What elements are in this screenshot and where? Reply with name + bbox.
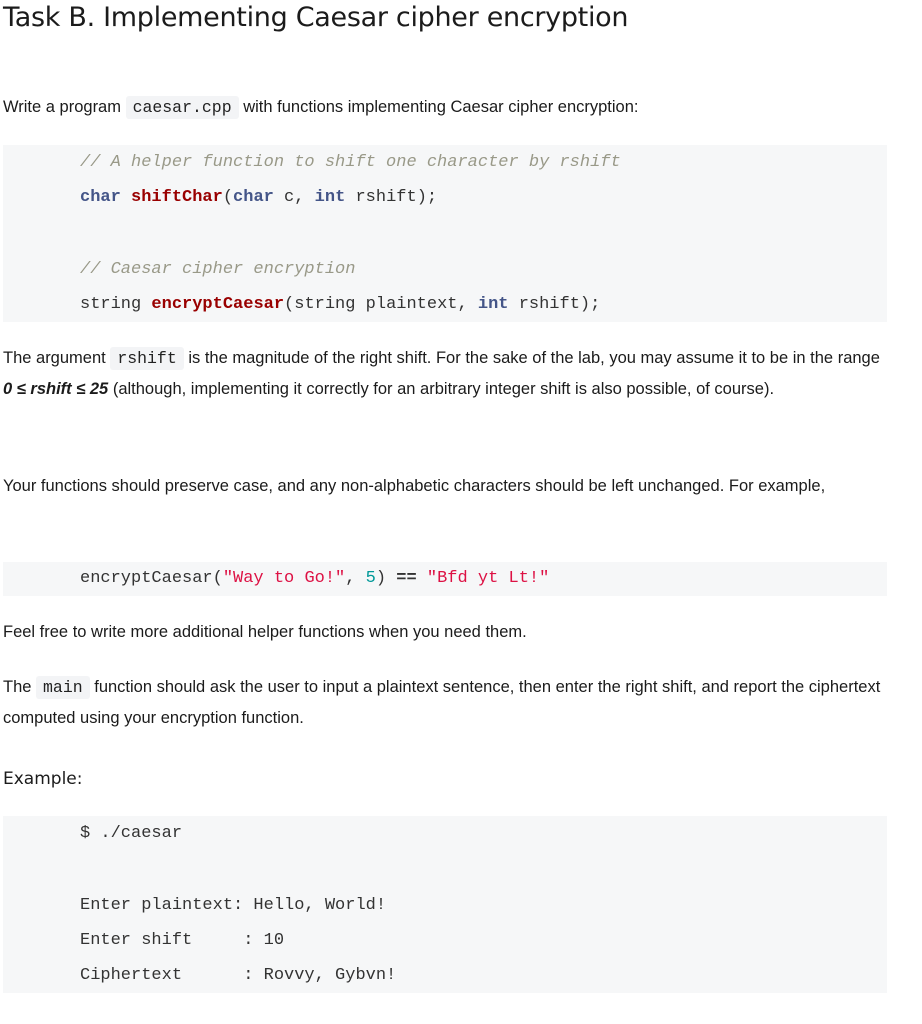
argument-text-1: The argument [3,349,106,367]
comment-helper: // A helper function to shift one character by rshift [80,153,621,172]
code-line-encryptcaesar [80,294,600,316]
terminal-example-code-block [3,816,887,993]
terminal-line-plaintext: Enter plaintext: Hello, World! [80,896,387,915]
case-paragraph: Your functions should preserve case, and any non-alphabetic characters should be left unchanged. For example, [3,477,826,495]
main-text-2: function should ask the user to input a plaintext sentence, then enter the right shift, and report the ciphertext computed using your encryption function. [3,678,881,727]
main-text-1: The [3,678,32,696]
spacer [417,569,427,588]
function-declarations-code-block [3,145,887,322]
range-math: 0 ≤ rshift ≤ 25 [3,380,109,398]
call-close: ) [375,569,397,588]
param-c: c, [273,188,315,207]
terminal-line-ciphertext: Ciphertext : Rovvy, Gybvn! [80,966,397,985]
main-code: main [36,676,90,699]
code-line-comment-helper [80,152,621,174]
function-name-encryptcaesar: encryptCaesar [151,295,285,314]
intro-text-after: with functions implementing Caesar cipher encryption: [243,98,639,116]
param-rshift-end: rshift); [345,188,438,207]
function-name-shiftchar: shiftChar [131,188,223,207]
rshift-code: rshift [110,347,183,370]
comment-caesar: // Caesar cipher encryption [80,260,356,279]
paren-open: ( [222,188,234,207]
code-line-example-call [80,568,549,590]
params-start: (string plaintext, [284,295,478,314]
operator-equals: == [396,569,417,588]
intro-text-before: Write a program [3,98,121,116]
code-line-comment-caesar [80,259,355,281]
keyword-char-param: char [233,188,274,207]
filename-code: caesar.cpp [126,96,239,119]
task-title: Task B. Implementing Caesar cipher encryption [3,2,629,33]
example-call-code-block [3,562,887,596]
arg-string-way-to-go: "Way to Go!" [222,569,346,588]
argument-text-3: (although, implementing it correctly for an arbitrary integer shift is also possible, of course). [112,380,775,398]
arg-number-5: 5 [365,569,376,588]
terminal-line-command: $ ./caesar [80,824,183,843]
helpers-paragraph: Feel free to write more additional helper functions when you need them. [3,623,527,641]
terminal-line-shift: Enter shift : 10 [80,931,285,950]
call-encryptcaesar: encryptCaesar( [80,569,223,588]
main-paragraph [3,672,883,734]
keyword-int-param-2: int [477,295,509,314]
params-end: rshift); [508,295,601,314]
result-string: "Bfd yt Lt!" [426,569,550,588]
keyword-char-return: char [80,188,121,207]
code-line-shiftchar [80,187,437,209]
arg-comma: , [345,569,366,588]
intro-paragraph [3,92,883,123]
argument-text-2: is the magnitude of the right shift. For the sake of the lab, you may assume it to be in the range [188,349,880,367]
argument-paragraph [3,343,883,405]
type-string: string [80,295,152,314]
keyword-int-param: int [314,188,346,207]
example-heading: Example: [3,769,83,789]
